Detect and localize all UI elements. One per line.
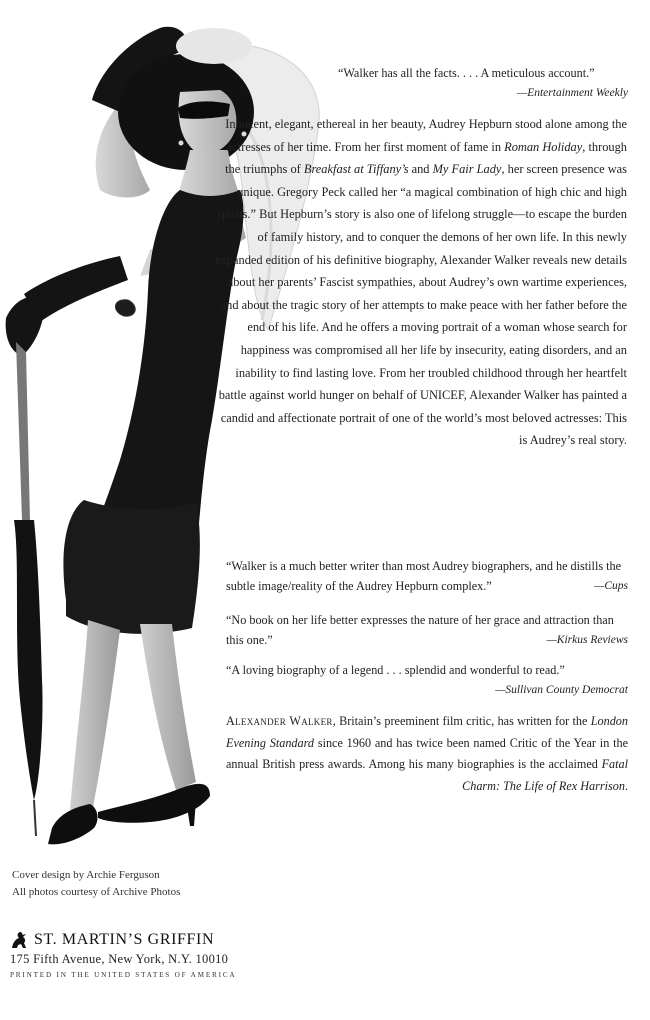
cover-credits (12, 867, 180, 901)
title-breakfast-at-tiffanys: Breakfast at Tiffany’s (303, 162, 409, 177)
quote-text: “Walker is a much better writer than most Audrey biographers, and he distills the subtle image/reality of the Audrey Hepburn complex.” (226, 559, 622, 593)
cover-design-credit: Cover design by Archie Ferguson (12, 869, 160, 881)
blurb-text: and (408, 162, 433, 177)
author-bio (226, 711, 628, 797)
quote-source: —Sullivan County Democrat (495, 684, 628, 696)
author-name: Alexander Walker (226, 714, 333, 728)
publisher-name-row (10, 930, 236, 950)
quote-source: —Cups (594, 580, 628, 592)
title-roman-holiday: Roman Holiday (504, 139, 583, 154)
quote-cups (226, 556, 628, 596)
quote-text: “No book on her life better expresses the nature of her grace and attraction than this one.” (226, 613, 614, 647)
quote-text: “Walker has all the facts. . . . A meticulous account.” (338, 66, 595, 80)
blurb-text: , through the triumphs of (225, 139, 627, 177)
bio-text: . (624, 778, 628, 793)
publisher-block (10, 930, 236, 979)
title-fatal-charm: Fatal Charm: The Life of Rex Harrison (462, 757, 628, 793)
quote-kirkus (226, 610, 628, 650)
quote-source: —Kirkus Reviews (546, 634, 628, 646)
title-london-evening-standard: London Evening Standard (226, 714, 628, 750)
bio-text: since 1960 and has twice been named Critic of the Year in the annual British press awards. Among his many biographies is the acclaimed (226, 735, 628, 771)
publisher-address: 175 Fifth Avenue, New York, N.Y. 10010 (10, 952, 229, 966)
photo-credit: All photos courtesy of Archive Photos (12, 886, 181, 898)
blurb-text: , her screen presence was unique. Gregory Peck called her “a magical combination of high chic and high spirits.” But Hepburn’s story is also one of lifelong struggle—to escape the burden of family history, and to conquer the demons of her own life. In this newly expanded edition of his definitive biography, Alexander Walker reveals new details about her parents’ Fascist sympathies, about Audrey’s own wartime experiences, and about the tragic story of her attempts to make peace with her father before the end of his life. And he offers a moving portrait of a woman whose search for happiness was compromised all her life by insecurity, eating disorders, and an inability to find lasting love. From her troubled childhood through her heartfelt battle against world hunger on behalf of UNICEF, Alexander Walker has painted a candid and affectionate portrait of one of the world’s most beloved actresses: This is Audrey’s real story. (215, 162, 627, 448)
quote-entertainment-weekly (338, 63, 628, 103)
book-description (215, 113, 627, 452)
bio-text: , Britain’s preeminent film critic, has written for the (332, 714, 591, 728)
blurb-text: Innocent, elegant, ethereal in her beauty, Audrey Hepburn stood alone among the actresses of her time. From her first moment of fame in (225, 117, 627, 154)
title-my-fair-lady: My Fair Lady (432, 162, 502, 177)
quote-sullivan-county-democrat (226, 660, 628, 700)
griffin-logo-icon (10, 930, 28, 950)
printed-in-usa: PRINTED IN THE UNITED STATES OF AMERICA (10, 971, 237, 979)
quote-text: “A loving biography of a legend . . . splendid and wonderful to read.” (226, 663, 565, 677)
quote-source: —Entertainment Weekly (516, 87, 628, 99)
publisher-name: ST. MARTIN’S GRIFFIN (34, 931, 215, 948)
